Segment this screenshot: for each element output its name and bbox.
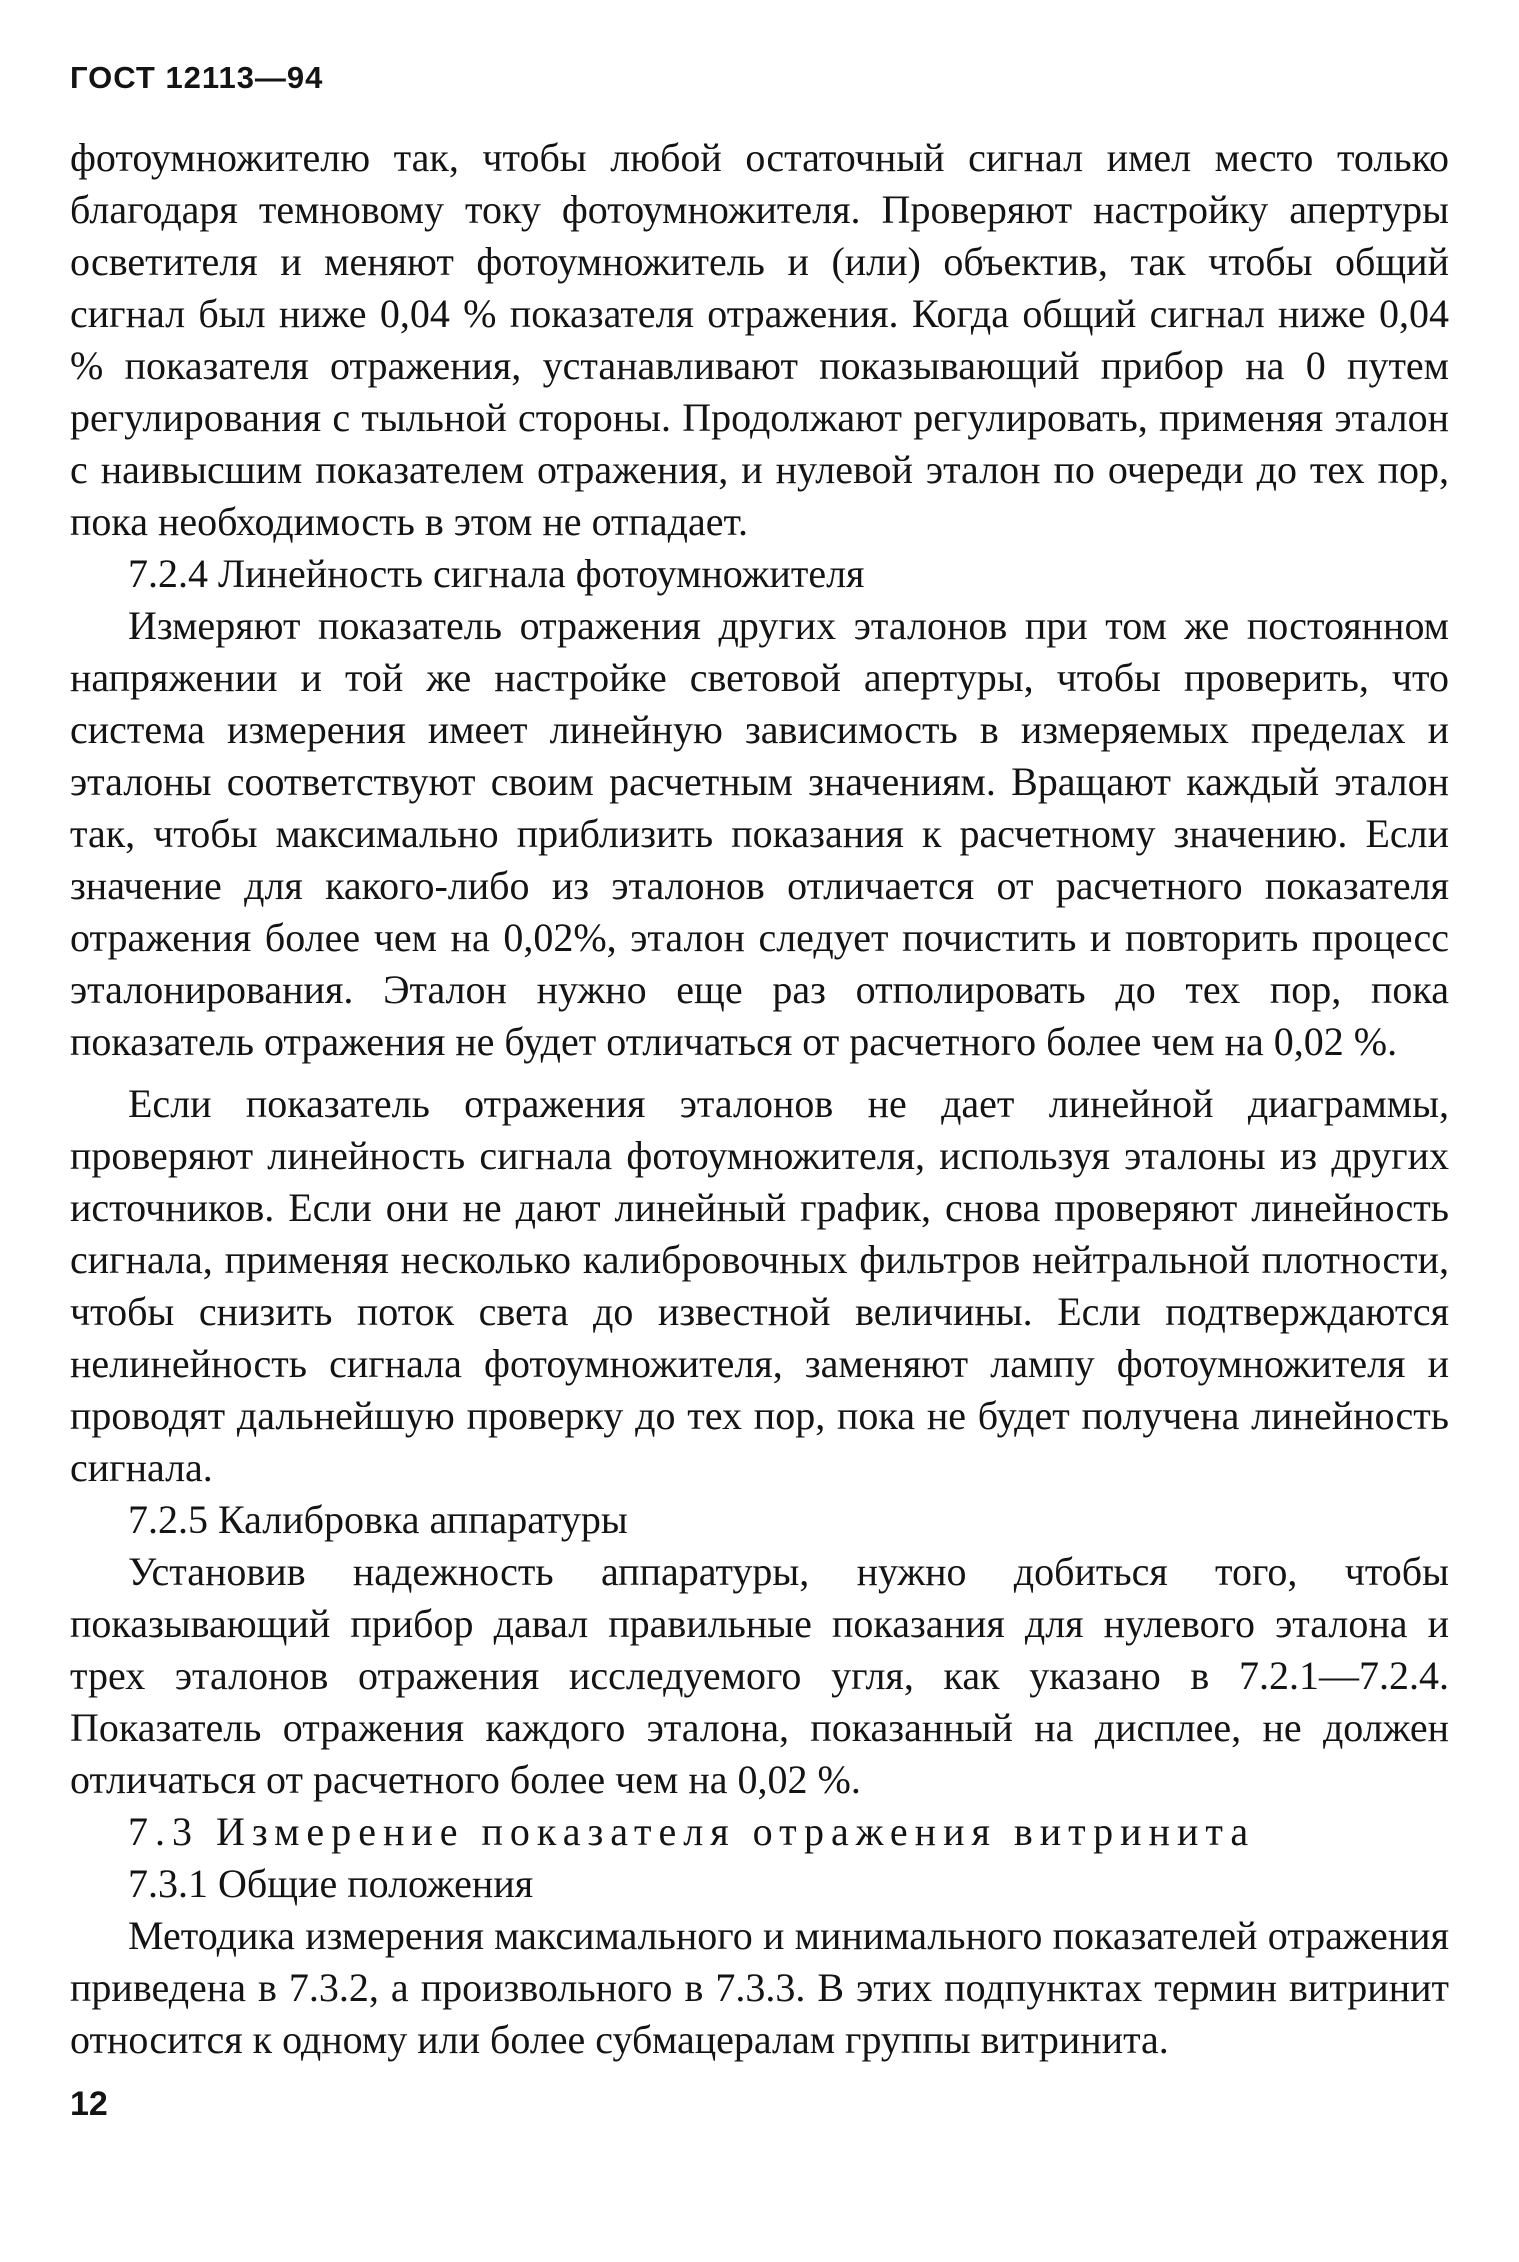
paragraph-calibration: Установив надежность аппаратуры, нужно добиться того, чтобы показывающий прибор давал правильные показания для нулевого эталона и трех эталонов отражения исследуемого угля, как указано в 7.2.1—7.2.4. Показатель отражения каждого эталона, показанный на дисплее, не должен отличаться от расчетного более чем на 0,02 %. [70, 1549, 1449, 1802]
section-heading-7-2-5: 7.2.5 Калибровка аппаратуры [128, 1497, 628, 1542]
document-header: ГОСТ 12113—94 [70, 60, 324, 95]
section-heading-7-3-1: 7.3.1 Общие положения [128, 1861, 534, 1906]
page-number: 12 [70, 2085, 108, 2123]
paragraph-nonlinear: Если показатель отражения эталонов не дает линейной диаграммы, проверяют линейность сигнала фотоумножителя, используя эталоны из других источников. Если они не дают линейный график, снова проверяют линейность сигнала, применяя несколько калибровочных фильтров нейтральной плотности, чтобы снизить поток света до известной величины. Если подтверждаются нелинейность сигнала фотоумножителя, заменяют лампу фотоумножителя и проводят дальнейшую проверку до тех пор, пока не будет получена линейность сигнала. [70, 1081, 1449, 1490]
section-heading-7-2-4: 7.2.4 Линейность сигнала фотоумножителя [128, 551, 865, 596]
section-heading-7-3: 7.3 Измерение показателя отражения витринита [128, 1809, 1256, 1854]
paragraph-general: Методика измерения максимального и минимального показателей отражения приведена в 7.3.2, а произвольного в 7.3.3. В этих подпунктах термин витринит относится к одному или более субмацералам группы витринита. [70, 1913, 1449, 2062]
paragraph-linearity: Измеряют показатель отражения других эталонов при том же постоянном напряжении и той же настройке световой апертуры, чтобы проверить, что система измерения имеет линейную зависимость в измеряемых пределах и эталоны соответствуют своим расчетным значениям. Вращают каждый эталон так, чтобы максимально приблизить показания к расчетному значению. Если значение для какого-либо из эталонов отличается от расчетного показателя отражения более чем на 0,02%, эталон следует почистить и повторить процесс эталонирования. Эталон нужно еще раз отполировать до тех пор, пока показатель отражения не будет отличаться от расчетного более чем на 0,02 %. [70, 603, 1449, 1064]
document-body [70, 132, 1449, 2066]
paragraph-continuation: фотоумножителю так, чтобы любой остаточный сигнал имел место только благодаря темновому току фотоумножителя. Проверяют настройку апертуры осветителя и меняют фотоумножитель и (или) объектив, так чтобы общий сигнал был ниже 0,04 % показателя отражения. Когда общий сигнал ниже 0,04 % показателя отражения, устанавливают показывающий прибор на 0 путем регулирования с тыльной стороны. Продолжают регулировать, применяя эталон с наивысшим показателем отражения, и нулевой эталон по очереди до тех пор, пока необходимость в этом не отпадает. [70, 135, 1449, 544]
